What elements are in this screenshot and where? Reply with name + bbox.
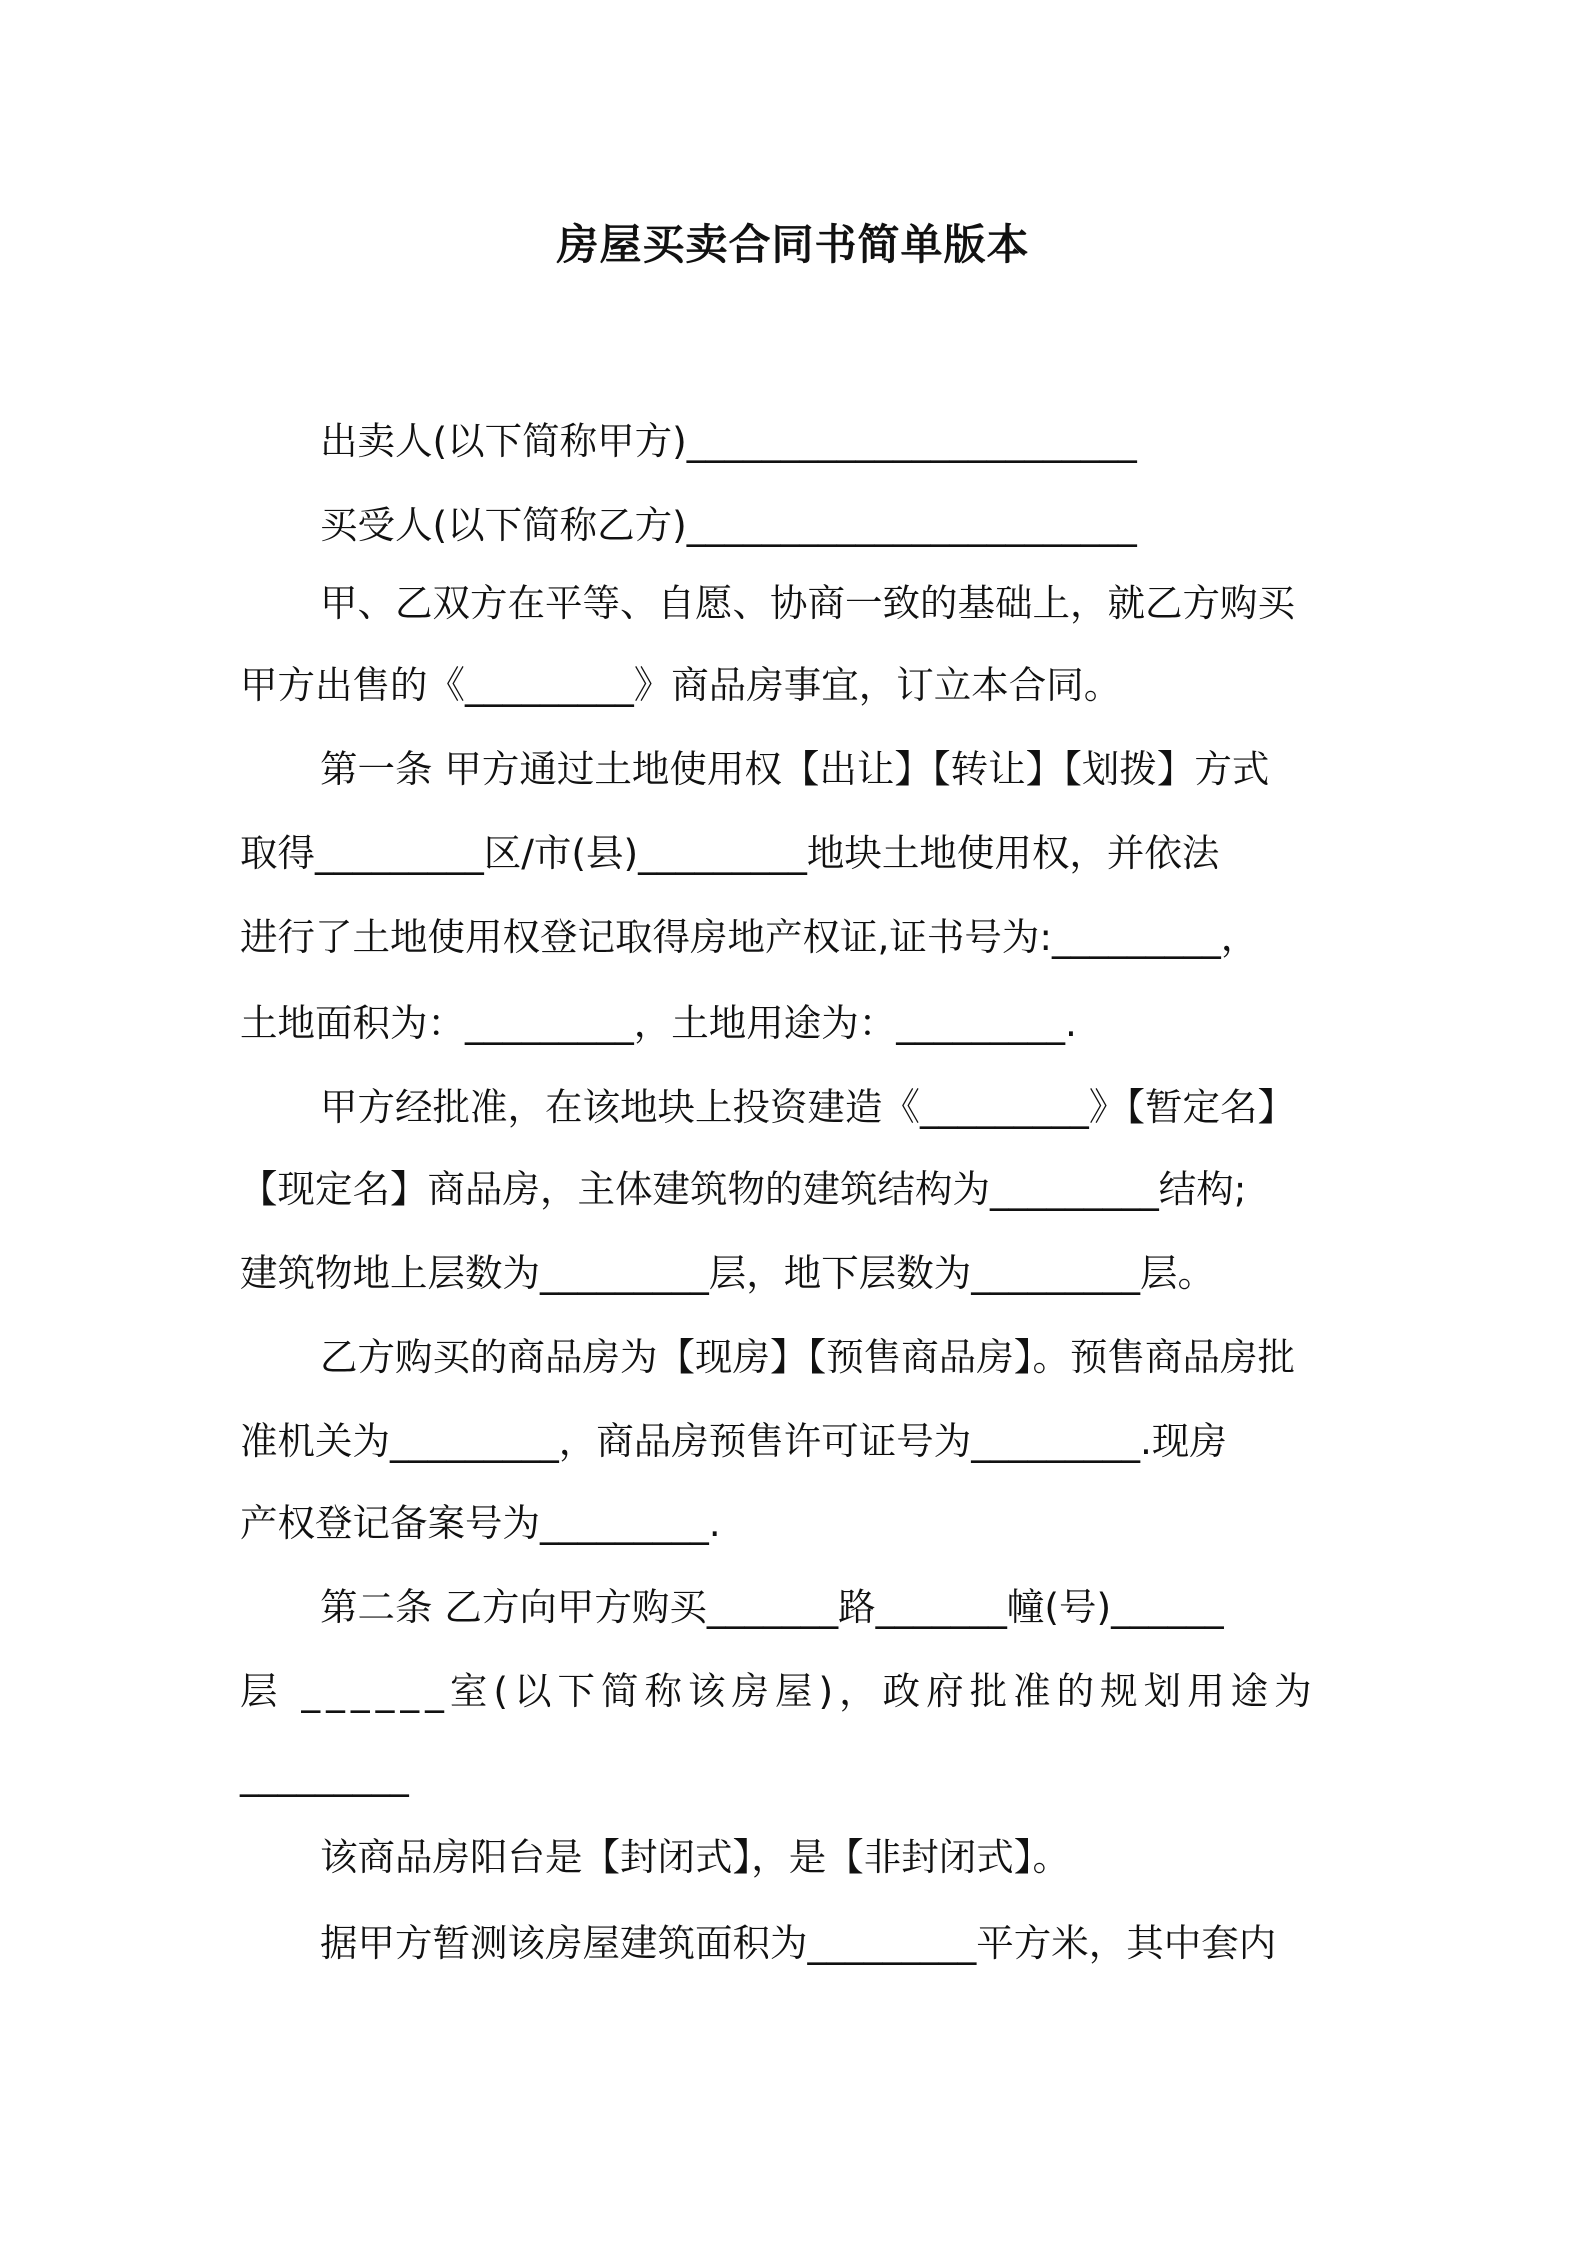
article-one-line: 第一条 甲方通过土地使用权【出让】【转让】【划拨】方式 [320, 747, 1270, 791]
paragraph-line: 甲方经批准，在该地块上投资建造《_________》【暂定名】 [320, 1085, 1295, 1129]
paragraph-line: 建筑物地上层数为_________层，地下层数为_________层。 [240, 1251, 1215, 1295]
article-two-line: 第二条 乙方向甲方购买_______路_______幢(号)______ [320, 1585, 1224, 1629]
paragraph-line: 进行了土地使用权登记取得房地产权证,证书号为:_________， [240, 915, 1259, 959]
paragraph-line: 土地面积为：_________，土地用途为：_________. [240, 1001, 1077, 1045]
paragraph-line: 甲、乙双方在平等、自愿、协商一致的基础上，就乙方购买 [320, 581, 1295, 625]
document-title: 房屋买卖合同书简单版本 [556, 220, 1030, 269]
seller-line: 出卖人(以下简称甲方)________________________ [320, 419, 1137, 463]
paragraph-line: _________ [240, 1753, 409, 1797]
paragraph-line: 层 ______室(以下简称该房屋)，政府批准的规划用途为 [240, 1669, 1318, 1713]
paragraph-line: 乙方购买的商品房为【现房】【预售商品房】。预售商品房批 [320, 1335, 1295, 1379]
paragraph-line: 【现定名】商品房，主体建筑物的建筑结构为_________结构; [240, 1167, 1247, 1211]
paragraph-line: 准机关为_________，商品房预售许可证号为_________.现房 [240, 1419, 1227, 1463]
paragraph-line: 据甲方暂测该房屋建筑面积为_________平方米，其中套内 [320, 1921, 1277, 1965]
paragraph-line: 取得_________区/市(县)_________地块土地使用权，并依法 [240, 831, 1220, 875]
buyer-line: 买受人(以下简称乙方)________________________ [320, 503, 1137, 547]
paragraph-line: 该商品房阳台是【封闭式】，是【非封闭式】。 [320, 1835, 1070, 1879]
paragraph-line: 甲方出售的《_________》商品房事宜，订立本合同。 [240, 663, 1122, 707]
paragraph-line: 产权登记备案号为_________. [240, 1501, 721, 1545]
